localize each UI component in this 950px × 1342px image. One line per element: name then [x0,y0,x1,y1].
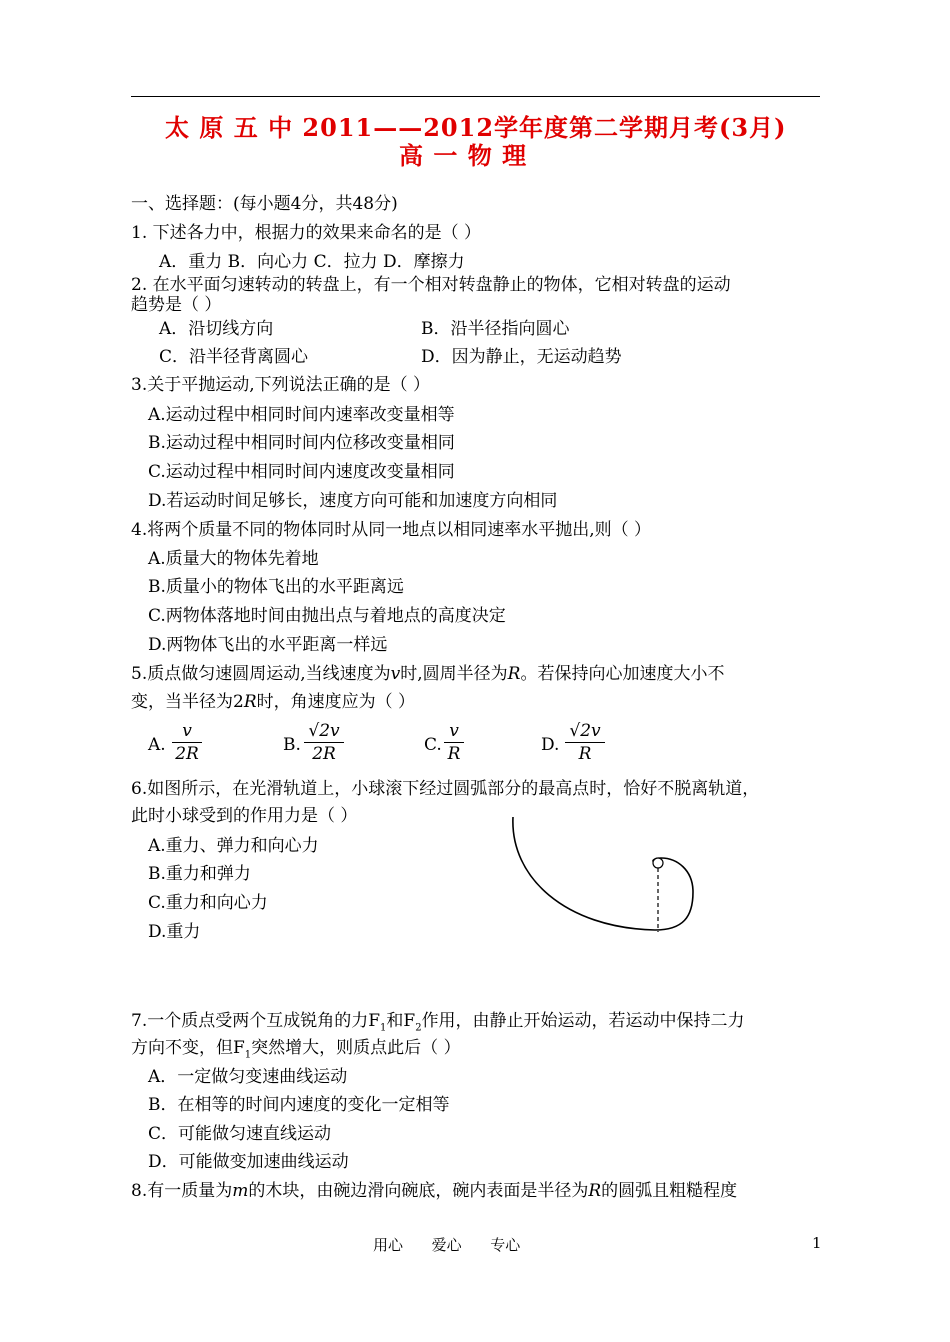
exam-title: 太 原 五 中 2011——2012学年度第二学期月考(3月) [165,113,787,142]
q6-option-a: A.重力、弹力和向心力 [148,836,319,856]
subscript: 1 [380,1022,387,1034]
footer-motto: 用心 爱心 专心 [373,1236,521,1254]
q7-stem-text: 7.一个质点受两个互成锐角的力F [131,1011,381,1031]
q5-option-d-label: D. [541,735,560,755]
q5-stem-text: 时,圆周半径为 [400,664,508,684]
q6-stem: 6.如图所示，在光滑轨道上，小球滚下经过圆弧部分的最高点时，恰好不脱离轨道， [131,779,760,799]
q7-stem-text: 突然增大，则质点此后（ ） [251,1038,461,1058]
ball [653,858,663,868]
fraction-bar [172,742,202,743]
subscript: 1 [244,1049,252,1061]
q2-stem: 2. 在水平面匀速转动的转盘上，有一个相对转盘静止的物体，它相对转盘的运动 [131,275,731,295]
q4-option-b: B.质量小的物体飞出的水平距离远 [148,577,404,597]
section-heading: 一、选择题：(每小题4分，共48分) [131,194,398,214]
q4-option-a: A.质量大的物体先着地 [148,549,319,569]
track-diagram [505,812,705,942]
numerator: v [182,721,192,741]
q6-option-d: D.重力 [148,922,201,942]
denominator: 2R [312,744,336,764]
q8-stem-text: 的木块，由碗边滑向碗底，碗内表面是半径为 [248,1181,589,1201]
q1-stem: 1. 下述各力中，根据力的效果来命名的是（ ） [131,223,482,243]
q3-option-d: D.若运动时间足够长，速度方向可能和加速度方向相同 [148,491,558,511]
q3-option-c: C.运动过程中相同时间内速度改变量相同 [148,462,455,482]
q2-option-b: B．沿半径指向圆心 [421,319,570,339]
q2-option-d: D．因为静止，无运动趋势 [421,347,622,367]
fraction-bar [444,742,464,743]
q6-option-b: B.重力和弹力 [148,864,251,884]
denominator: R [578,744,592,764]
numerator: v [449,721,459,741]
subscript: 2 [415,1022,422,1034]
q5-option-c-label: C. [424,735,442,755]
q5-option-b-label: B. [283,735,301,755]
q5-stem-cont [131,692,415,712]
fraction-bar [565,742,605,743]
header-rule [131,96,820,97]
q4-option-c: C.两物体落地时间由抛出点与着地点的高度决定 [148,606,506,626]
q5-stem-text: 变，当半径为2 [131,692,244,712]
q5-stem-text: 。若保持向心加速度大小不 [520,664,725,684]
var-r: R [588,1181,602,1201]
q2-option-c: C．沿半径背离圆心 [159,347,309,367]
q5-stem [131,664,724,684]
q7-stem-text: 方向不变，但F [131,1038,245,1058]
q7-option-a: A．一定做匀变速曲线运动 [148,1067,348,1087]
q7-stem [131,1011,745,1038]
q4-option-d: D.两物体飞出的水平距离一样远 [148,635,388,655]
subject-title: 高 一 物 理 [399,141,528,170]
q5-option-d-fraction [565,721,605,764]
page-number: 1 [812,1234,822,1252]
q6-option-c: C.重力和向心力 [148,893,268,913]
var-r: R [507,664,521,684]
q1-options: A．重力 B．向心力 C．拉力 D．摩擦力 [159,252,465,272]
denominator: 2R [175,744,199,764]
q7-option-d: D．可能做变加速曲线运动 [148,1152,349,1172]
q7-option-c: C．可能做匀速直线运动 [148,1124,332,1144]
q6-stem-cont: 此时小球受到的作用力是（ ） [131,806,358,826]
q8-stem-text: 8.有一质量为 [131,1181,233,1201]
q4-stem: 4.将两个质量不同的物体同时从同一地点以相同速率水平抛出,则（ ） [131,520,652,540]
q3-option-a: A.运动过程中相同时间内速率改变量相等 [148,405,455,425]
track-curve [513,817,693,930]
q7-stem-text: 作用，由静止开始运动，若运动中保持二力 [421,1011,745,1031]
q5-option-a-fraction [172,721,202,764]
var-v: v [390,664,401,684]
q7-stem-cont [131,1038,461,1065]
var-r: R [243,692,257,712]
numerator: √2v [569,721,601,741]
denominator: R [447,744,461,764]
numerator: √2v [308,721,340,741]
var-m: m [232,1181,249,1201]
q2-option-a: A．沿切线方向 [159,319,274,339]
q7-stem-text: 和F [386,1011,416,1031]
q5-stem-text: 时，角速度应为（ ） [256,692,416,712]
q5-option-b-fraction [304,721,344,764]
q2-stem-cont: 趋势是（ ） [131,295,222,315]
q3-stem: 3.关于平抛运动,下列说法正确的是（ ） [131,375,431,395]
q8-stem-text: 的圆弧且粗糙程度 [601,1181,738,1201]
q5-stem-text: 5.质点做匀速圆周运动,当线速度为 [131,664,391,684]
fraction-bar [304,742,344,743]
q5-option-a-label: A. [148,735,166,755]
q7-option-b: B．在相等的时间内速度的变化一定相等 [148,1095,450,1115]
q3-option-b: B.运动过程中相同时间内位移改变量相同 [148,433,455,453]
q8-stem [131,1181,737,1201]
q5-option-c-fraction [444,721,464,764]
